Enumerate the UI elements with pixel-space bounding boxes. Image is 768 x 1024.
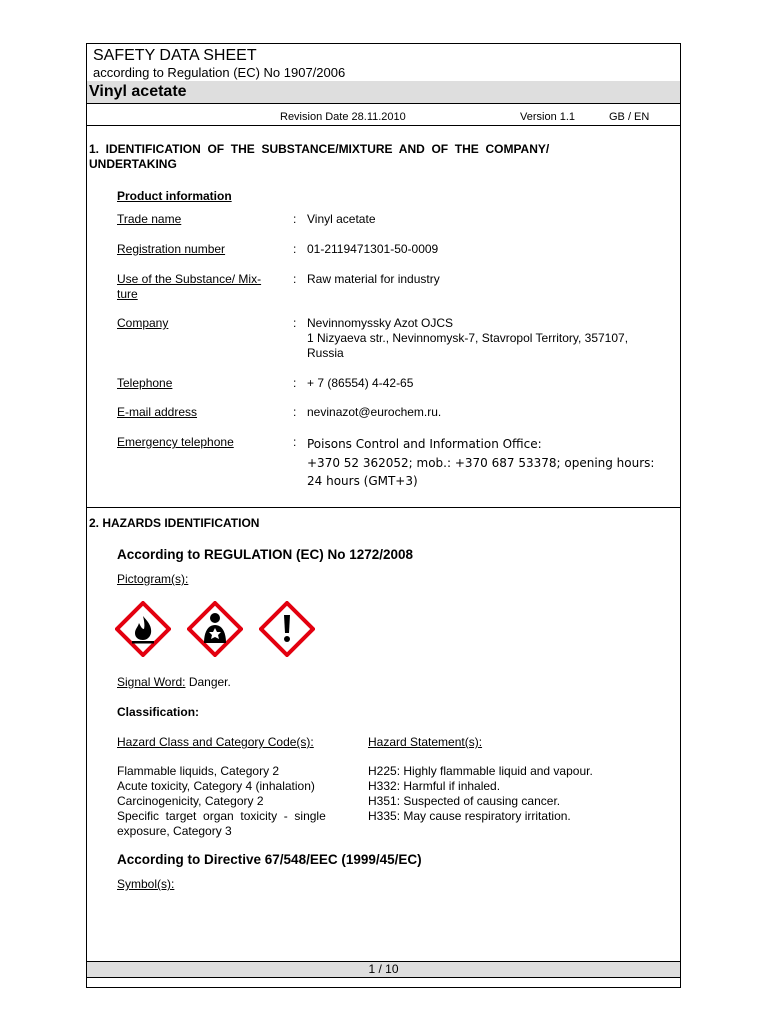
colon: : [293,272,297,286]
email-value: nevinazot@eurochem.ru. [307,405,442,419]
use-label-line1: Use of the Substance/ Mix- [117,272,262,286]
colon: : [293,435,297,449]
page-number: 1 / 10 [368,962,399,976]
hazard-class-item: exposure, Category 3 [117,824,232,838]
divider [87,125,680,126]
regulation-subtitle: according to Regulation (EC) No 1907/2006 [93,65,346,80]
divider [87,507,680,508]
emergency-numbers: +370 52 362052; mob.: +370 687 53378; opening hours: [307,456,655,470]
company-country: Russia [307,346,344,360]
sds-page [86,43,681,988]
emergency-office: Poisons Control and Information Office: [307,437,542,451]
language-code: GB / EN [609,111,650,123]
use-label-line2: ture [117,287,138,301]
hazard-class-item: Acute toxicity, Category 4 (inhalation) [117,779,315,793]
company-label: Company [117,316,169,330]
pictograms-label: Pictogram(s): [117,572,189,586]
section1-heading-line2: UNDERTAKING [89,157,177,171]
company-address: 1 Nizyaeva str., Nevinnomysk-7, Stavropol Territory, 357107, [307,331,629,345]
colon: : [293,376,297,390]
hazard-class-header: Hazard Class and Category Code(s): [117,735,314,749]
hazard-statement-item: H335: May cause respiratory irritation. [368,809,571,823]
trade-name-value: Vinyl acetate [307,212,376,226]
hazard-class-item: Carcinogenicity, Category 2 [117,794,264,808]
hazard-statement-item: H351: Suspected of causing cancer. [368,794,561,808]
section1-heading-line1: 1. IDENTIFICATION OF THE SUBSTANCE/MIXTURE AND OF THE COMPANY/ [89,142,550,156]
health-hazard-icon [187,601,243,657]
trade-name-label: Trade name [117,212,182,226]
symbols-label: Symbol(s): [117,877,175,891]
signal-word-value: Danger. [185,675,231,689]
registration-number-value: 01-2119471301-50-0009 [307,242,439,256]
hazard-statement-header: Hazard Statement(s): [368,735,483,749]
signal-word-label: Signal Word: [117,675,186,689]
divider [87,103,680,104]
version: Version 1.1 [520,111,576,123]
registration-number-label: Registration number [117,242,226,256]
product-information-subheading: Product information [117,189,232,203]
use-value: Raw material for industry [307,272,440,286]
directive-heading: According to Directive 67/548/EEC (1999/45/EC) [117,852,422,867]
colon: : [293,242,297,256]
colon: : [293,212,297,226]
telephone-label: Telephone [117,376,173,390]
classification-label: Classification: [117,705,200,719]
clp-heading: According to REGULATION (EC) No 1272/2008 [117,547,414,562]
telephone-value: + 7 (86554) 4-42-65 [307,376,414,390]
emergency-hours: 24 hours (GMT+3) [307,474,418,488]
email-label: E-mail address [117,405,198,419]
colon: : [293,405,297,419]
colon: : [293,316,297,330]
section2-heading: 2. HAZARDS IDENTIFICATION [89,516,260,530]
document-title: SAFETY DATA SHEET [93,47,257,64]
hazard-statement-item: H332: Harmful if inhaled. [368,779,501,793]
emergency-telephone-label: Emergency telephone [117,435,234,449]
company-name: Nevinnomyssky Azot OJCS [307,316,454,330]
exclamation-icon [259,601,315,657]
revision-date: Revision Date 28.11.2010 [280,111,406,123]
hazard-statement-item: H225: Highly flammable liquid and vapour. [368,764,593,778]
product-name: Vinyl acetate [89,83,187,100]
signal-word-line [117,675,231,689]
hazard-class-item: Specific target organ toxicity - single [117,809,326,823]
flame-icon [115,601,171,657]
hazard-class-item: Flammable liquids, Category 2 [117,764,280,778]
